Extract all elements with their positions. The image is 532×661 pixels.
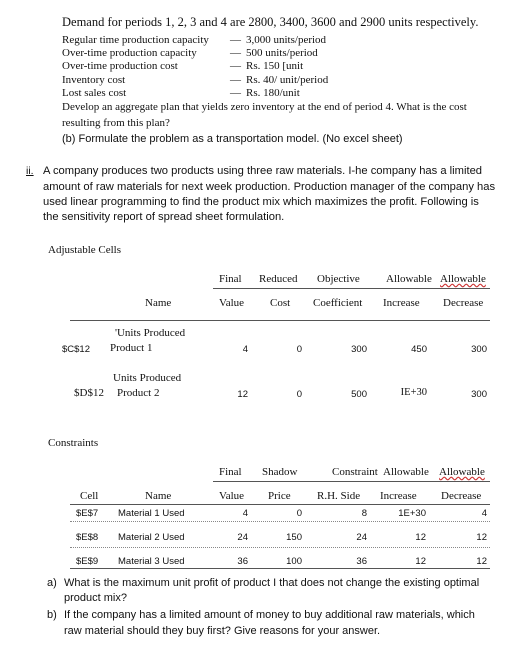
row-name: Material 2 Used	[118, 532, 185, 543]
cell-shadow-price: 100	[286, 556, 302, 567]
cell-decrease: 300	[471, 389, 487, 400]
col-header: Decrease	[443, 297, 484, 309]
param-value: Rs. 150 [unit	[246, 60, 304, 72]
question-text: raw material should they buy first? Give reasons for your answer.	[64, 625, 381, 637]
cell-ref: $E$9	[76, 556, 99, 567]
cell-decrease: 12	[476, 532, 487, 543]
param-value: Rs. 40/ unit/period	[246, 74, 329, 86]
problem-text: used linear programming to find the product mix which maximizes the profit. Following is	[43, 196, 479, 208]
cell-increase: IE+30	[400, 387, 427, 398]
cell-reduced-cost: 0	[296, 389, 302, 400]
cell-increase: 1E+30	[398, 508, 426, 519]
cell-objective: 300	[351, 344, 367, 355]
header-rule	[70, 504, 490, 505]
cell-ref: $C$12	[62, 344, 90, 355]
col-header: Final	[219, 466, 242, 478]
param-label: Over-time production cost	[62, 60, 178, 72]
cell-decrease: 4	[481, 508, 487, 519]
cell-final-value: 4	[242, 344, 248, 355]
cell-decrease: 300	[471, 344, 487, 355]
param-dash: —	[230, 74, 241, 86]
cell-objective: 500	[351, 389, 367, 400]
param-value: 500 units/period	[246, 47, 318, 59]
param-dash: —	[230, 87, 241, 99]
section-title: Adjustable Cells	[48, 244, 122, 256]
question-text: If the company has a limited amount of money to buy additional raw materials, which	[64, 609, 475, 621]
cell-final-value: 4	[242, 508, 248, 519]
task-text: Develop an aggregate plan that yields zero inventory at the end of period 4. What is the cost	[62, 101, 467, 113]
row-divider	[70, 521, 490, 522]
param-label: Lost sales cost	[62, 87, 127, 99]
cell-increase: 12	[415, 556, 426, 567]
col-header: Shadow	[262, 466, 298, 478]
problem-text: A company produces two products using three raw materials. I-he company has a limited	[43, 165, 483, 177]
question-text: product mix?	[64, 592, 127, 604]
cell-rhs: 24	[356, 532, 367, 543]
col-header: Increase	[380, 490, 417, 502]
col-header: Decrease	[441, 490, 482, 502]
col-header: Objective	[317, 273, 360, 285]
param-dash: —	[230, 34, 241, 46]
header-rule	[213, 288, 490, 289]
col-header: Allowable	[440, 273, 486, 285]
header-rule	[70, 320, 490, 321]
cell-decrease: 12	[476, 556, 487, 567]
col-header: Name	[145, 297, 172, 309]
row-name: Product 2	[117, 387, 160, 399]
param-label: Over-time production capacity	[62, 47, 197, 59]
col-header: Allowable	[439, 466, 485, 478]
problem-marker: ii.	[26, 165, 34, 177]
cell-ref: $E$7	[76, 508, 99, 519]
param-value: Rs. 180/unit	[246, 87, 300, 99]
col-header: Value	[219, 297, 245, 309]
question-text: What is the maximum unit profit of product I that does not change the existing optimal	[64, 577, 480, 589]
problem-text: amount of raw materials for next week production. Production manager of the company has	[43, 181, 496, 193]
row-name: Product 1	[110, 342, 153, 354]
col-header: Price	[268, 490, 291, 502]
col-header: Cost	[270, 297, 291, 309]
col-header: Constraint	[332, 466, 378, 478]
section-title: Constraints	[48, 437, 99, 449]
param-label: Regular time production capacity	[62, 34, 209, 46]
cell-rhs: 8	[361, 508, 367, 519]
cell-final-value: 24	[237, 532, 248, 543]
cell-ref: $E$8	[76, 532, 99, 543]
demand-intro: Demand for periods 1, 2, 3 and 4 are 2800, 3400, 3600 and 2900 units respectively.	[62, 15, 479, 29]
task-text: resulting from this plan?	[62, 117, 170, 129]
cell-rhs: 36	[356, 556, 367, 567]
table-bottom-rule	[70, 568, 490, 569]
col-header: Increase	[383, 297, 420, 309]
task-b-text: (b) Formulate the problem as a transportation model. (No excel sheet)	[62, 133, 403, 145]
col-header: Name	[145, 490, 172, 502]
param-dash: —	[230, 60, 241, 72]
cell-shadow-price: 150	[286, 532, 302, 543]
row-name: Material 1 Used	[118, 508, 185, 519]
cell-increase: 12	[415, 532, 426, 543]
cell-final-value: 12	[237, 389, 248, 400]
cell-final-value: 36	[237, 556, 248, 567]
param-label: Inventory cost	[62, 74, 126, 86]
cell-shadow-price: 0	[296, 508, 302, 519]
question-marker: a)	[47, 577, 57, 589]
col-header: R.H. Side	[317, 490, 361, 502]
col-header: Coefficient	[313, 297, 363, 309]
col-header: Allowable	[386, 273, 432, 285]
question-marker: b)	[47, 609, 57, 621]
col-header: Reduced	[259, 273, 298, 285]
header-rule	[213, 481, 490, 482]
problem-text: the sensitivity report of spread sheet formulation.	[43, 211, 285, 223]
cell-ref: $D$12	[74, 387, 104, 399]
row-name-top: 'Units Produced	[115, 327, 186, 339]
col-header: Value	[219, 490, 245, 502]
cell-reduced-cost: 0	[296, 344, 302, 355]
col-header: Allowable	[383, 466, 429, 478]
row-name-top: Units Produced	[113, 372, 182, 384]
cell-increase: 450	[411, 344, 427, 355]
param-value: 3,000 units/period	[246, 34, 327, 46]
row-name: Material 3 Used	[118, 556, 185, 567]
col-header: Final	[219, 273, 242, 285]
row-divider	[70, 547, 490, 548]
col-header: Cell	[80, 490, 99, 502]
param-dash: —	[230, 47, 241, 59]
